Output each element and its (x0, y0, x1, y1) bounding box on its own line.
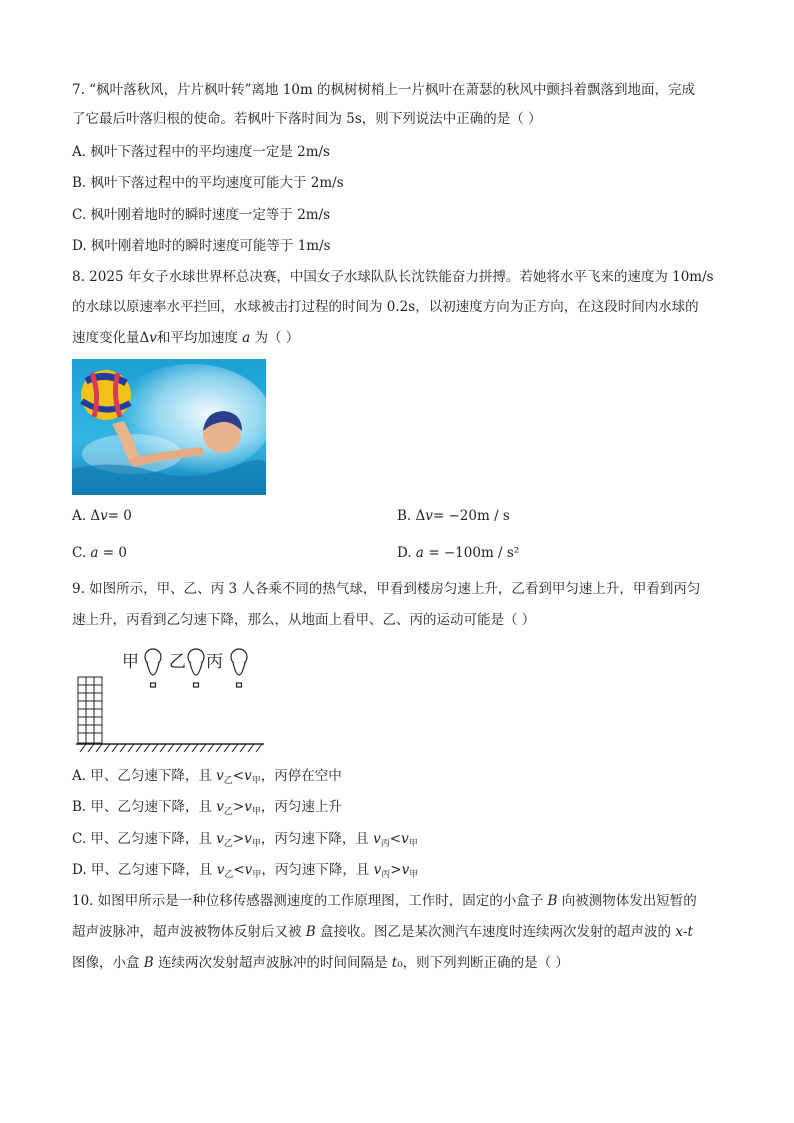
q7-option-b: B. 枫叶下落过程中的平均速度可能大于 2m/s (72, 175, 344, 191)
q8-stem-line-2: 的水球以原速率水平拦回，水球被击打过程的时间为 0.2s，以初速度方向为正方向，在这段时间内水球的 (72, 299, 699, 315)
q9-option-b: B. 甲、乙匀速下降，且 𝑣$_乙$>𝑣$_甲$，丙匀速上升 (72, 799, 342, 817)
q9-option-d: D. 甲、乙匀速下降，且 𝑣$_乙$<𝑣$_甲$，丙匀速下降，且 𝑣$_丙$>𝑣$_甲$ (72, 862, 419, 880)
q8-option-b: B. Δ𝑣= −20m / s (397, 508, 510, 524)
q8-option-a: A. Δ𝑣= 0 (72, 508, 132, 524)
q9-option-a: A. 甲、乙匀速下降，且 𝑣$_乙$<𝑣$_甲$，丙停在空中 (72, 768, 342, 786)
q10-stem-line-2: 超声波脉冲，超声波被物体反射后又被 𝐵 盒接收。图乙是某次测汽车速度时连续两次发射的超声波的 𝑥-𝑡 (72, 924, 693, 940)
q10-stem-line-1: 10. 如图甲所示是一种位移传感器测速度的工作原理图，工作时，固定的小盒子 𝐵 向被测物体发出短暂的 (72, 893, 697, 909)
q8-option-c: C. 𝑎 = 0 (72, 545, 127, 561)
q7-option-d: D. 枫叶刚着地时的瞬时速度可能等于 1m/s (72, 238, 331, 254)
q7-stem-line-1: 7. “枫叶落秋风，片片枫叶转”离地 10m 的枫树树梢上一片枫叶在萧瑟的秋风中颤抖着飘落到地面，完成 (72, 82, 696, 98)
q8-option-d: D. 𝑎 = −100m / s² (397, 545, 520, 561)
balloon-label-bing: 丙 (206, 652, 223, 672)
balloon-label-jia: 甲 (122, 652, 139, 672)
q7-stem-line-2: 了它最后叶落归根的使命。若枫叶下落时间为 5s，则下列说法中正确的是（ ） (72, 111, 542, 127)
q8-stem-line-3: 速度变化量Δ𝑣和平均加速度 𝑎 为（ ） (72, 330, 300, 346)
balloon-label-yi: 乙 (169, 652, 186, 672)
q9-stem-line-2: 速上升，丙看到乙匀速下降，那么，从地面上看甲、乙、丙的运动可能是（ ） (72, 612, 536, 628)
q9-option-c: C. 甲、乙匀速下降，且 𝑣$_乙$>𝑣$_甲$，丙匀速下降，且 𝑣$_丙$<𝑣$_甲$ (72, 831, 418, 849)
q9-stem-line-1: 9. 如图所示，甲、乙、丙 3 人各乘不同的热气球，甲看到楼房匀速上升，乙看到甲匀速上升，甲看到丙匀 (72, 581, 701, 597)
balloon-diagram (72, 643, 272, 753)
water-polo-photo (72, 359, 266, 495)
q7-option-a: A. 枫叶下落过程中的平均速度一定是 2m/s (72, 144, 330, 160)
q8-stem-line-1: 8. 2025 年女子水球世界杯总决赛，中国女子水球队队长沈铁能奋力拼搏。若她将水平飞来的速度为 10m/s (72, 269, 714, 285)
q10-stem-line-3: 图像，小盒 𝐵 连续两次发射超声波脉冲的时间间隔是 𝑡₀，则下列判断正确的是（ ） (72, 955, 569, 971)
q7-option-c: C. 枫叶刚着地时的瞬时速度一定等于 2m/s (72, 207, 331, 223)
